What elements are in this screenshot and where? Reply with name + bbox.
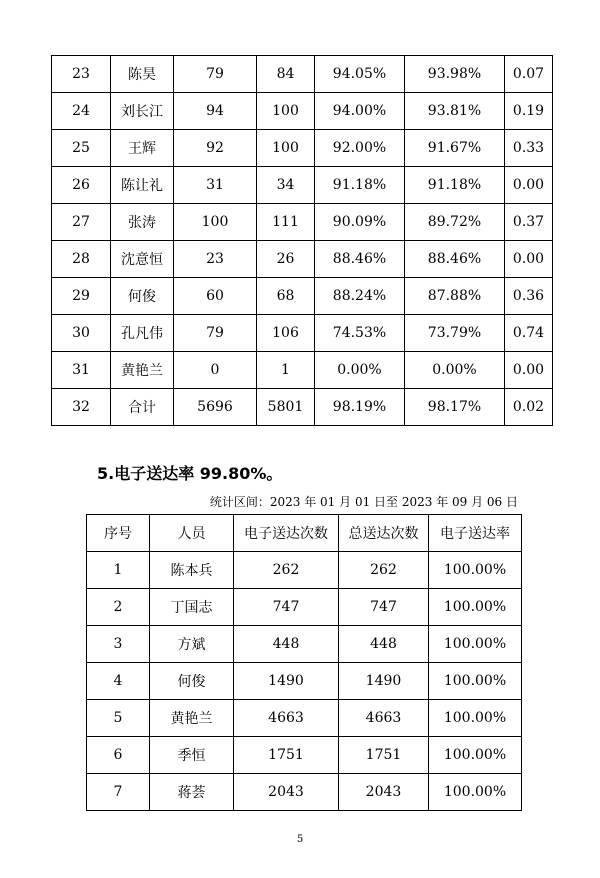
table-body xyxy=(52,56,553,426)
table-cell: 747 xyxy=(234,589,339,626)
table-cell: 2043 xyxy=(234,774,339,811)
table-cell: 87.88% xyxy=(405,278,505,315)
electronic-delivery-table xyxy=(86,514,522,811)
table-cell: 92 xyxy=(174,130,257,167)
table-cell: 何俊 xyxy=(111,278,174,315)
table-cell: 0.36 xyxy=(505,278,553,315)
table-cell: 34 xyxy=(257,167,315,204)
table-row xyxy=(52,93,553,130)
table-cell: 98.17% xyxy=(405,389,505,426)
table-cell: 陈本兵 xyxy=(150,552,234,589)
table-row xyxy=(52,278,553,315)
table-cell: 2 xyxy=(87,589,150,626)
table-cell: 0.37 xyxy=(505,204,553,241)
table-cell: 沈意恒 xyxy=(111,241,174,278)
table-row xyxy=(87,552,522,589)
table-cell: 何俊 xyxy=(150,663,234,700)
table-cell: 31 xyxy=(52,352,111,389)
table-body xyxy=(87,552,522,811)
header-index: 序号 xyxy=(87,515,150,552)
table-cell: 98.19% xyxy=(315,389,405,426)
table-cell: 4 xyxy=(87,663,150,700)
table-cell: 94.00% xyxy=(315,93,405,130)
table-cell: 448 xyxy=(339,626,429,663)
table-cell: 84 xyxy=(257,56,315,93)
table-cell: 93.98% xyxy=(405,56,505,93)
table-cell: 88.24% xyxy=(315,278,405,315)
table-cell: 5 xyxy=(87,700,150,737)
table-row xyxy=(87,737,522,774)
table-cell: 1490 xyxy=(339,663,429,700)
table-row xyxy=(52,389,553,426)
table-cell: 91.18% xyxy=(315,167,405,204)
table-cell: 王辉 xyxy=(111,130,174,167)
table-cell: 90.09% xyxy=(315,204,405,241)
table-row xyxy=(52,204,553,241)
table-cell: 100.00% xyxy=(429,700,522,737)
table-cell: 100.00% xyxy=(429,774,522,811)
table-row xyxy=(52,352,553,389)
page-number: 5 xyxy=(296,834,304,845)
table-cell: 孔凡伟 xyxy=(111,315,174,352)
table-cell: 0.02 xyxy=(505,389,553,426)
table-cell: 26 xyxy=(52,167,111,204)
table-cell: 262 xyxy=(234,552,339,589)
table-cell: 106 xyxy=(257,315,315,352)
table-cell: 蒋荟 xyxy=(150,774,234,811)
table-cell: 1 xyxy=(87,552,150,589)
table-cell: 0.07 xyxy=(505,56,553,93)
table-row xyxy=(52,241,553,278)
table-cell: 1751 xyxy=(339,737,429,774)
table-cell: 5696 xyxy=(174,389,257,426)
table-cell: 747 xyxy=(339,589,429,626)
table-cell: 91.67% xyxy=(405,130,505,167)
table-cell: 方斌 xyxy=(150,626,234,663)
table-cell: 100 xyxy=(257,130,315,167)
table-row xyxy=(52,167,553,204)
table-cell: 黄艳兰 xyxy=(150,700,234,737)
table-cell: 92.00% xyxy=(315,130,405,167)
table-cell: 1490 xyxy=(234,663,339,700)
table-row xyxy=(52,56,553,93)
table-header-row xyxy=(87,515,522,552)
table-cell: 93.81% xyxy=(405,93,505,130)
table-cell: 79 xyxy=(174,56,257,93)
table-cell: 100.00% xyxy=(429,552,522,589)
table-cell: 5801 xyxy=(257,389,315,426)
table-cell: 100 xyxy=(257,93,315,130)
table-row xyxy=(87,589,522,626)
table-cell: 262 xyxy=(339,552,429,589)
table-cell: 60 xyxy=(174,278,257,315)
table-cell: 季恒 xyxy=(150,737,234,774)
table-cell: 丁国志 xyxy=(150,589,234,626)
table-cell: 28 xyxy=(52,241,111,278)
table-cell: 88.46% xyxy=(315,241,405,278)
table-cell: 73.79% xyxy=(405,315,505,352)
table-cell: 4663 xyxy=(234,700,339,737)
stat-range-text: 统计区间：2023 年 01 月 01 日至 2023 年 09 月 06 日 xyxy=(209,495,518,509)
table-cell: 0 xyxy=(174,352,257,389)
table-cell: 89.72% xyxy=(405,204,505,241)
table-cell: 0.33 xyxy=(505,130,553,167)
table-cell: 26 xyxy=(257,241,315,278)
table-cell: 1751 xyxy=(234,737,339,774)
header-person: 人员 xyxy=(150,515,234,552)
table-cell: 25 xyxy=(52,130,111,167)
table-cell: 3 xyxy=(87,626,150,663)
table-cell: 0.00 xyxy=(505,167,553,204)
table-cell: 74.53% xyxy=(315,315,405,352)
table-cell: 23 xyxy=(52,56,111,93)
header-electronic-rate: 电子送达率 xyxy=(429,515,522,552)
table-row xyxy=(87,700,522,737)
table-cell: 0.74 xyxy=(505,315,553,352)
table-cell: 4663 xyxy=(339,700,429,737)
table-cell: 111 xyxy=(257,204,315,241)
table-row xyxy=(87,626,522,663)
table-cell: 24 xyxy=(52,93,111,130)
table-cell: 0.00% xyxy=(315,352,405,389)
table-cell: 88.46% xyxy=(405,241,505,278)
table-row xyxy=(87,774,522,811)
table-cell: 合计 xyxy=(111,389,174,426)
table-cell: 100.00% xyxy=(429,626,522,663)
table-cell: 23 xyxy=(174,241,257,278)
table-cell: 29 xyxy=(52,278,111,315)
table-cell: 94 xyxy=(174,93,257,130)
delivery-stats-table-continued xyxy=(51,55,553,426)
table-cell: 0.00% xyxy=(405,352,505,389)
table-cell: 黄艳兰 xyxy=(111,352,174,389)
table-row xyxy=(52,315,553,352)
header-total-count: 总送达次数 xyxy=(339,515,429,552)
table-cell: 2043 xyxy=(339,774,429,811)
table-cell: 100.00% xyxy=(429,589,522,626)
table-cell: 0.19 xyxy=(505,93,553,130)
table-row xyxy=(52,130,553,167)
table-cell: 79 xyxy=(174,315,257,352)
header-electronic-count: 电子送达次数 xyxy=(234,515,339,552)
table-cell: 94.05% xyxy=(315,56,405,93)
table-cell: 7 xyxy=(87,774,150,811)
table-cell: 1 xyxy=(257,352,315,389)
table-cell: 30 xyxy=(52,315,111,352)
table-cell: 陈让礼 xyxy=(111,167,174,204)
table-cell: 31 xyxy=(174,167,257,204)
table-cell: 0.00 xyxy=(505,352,553,389)
table-cell: 刘长江 xyxy=(111,93,174,130)
table-cell: 32 xyxy=(52,389,111,426)
table-cell: 91.18% xyxy=(405,167,505,204)
table-cell: 100.00% xyxy=(429,663,522,700)
table-cell: 68 xyxy=(257,278,315,315)
table-cell: 448 xyxy=(234,626,339,663)
table-cell: 张涛 xyxy=(111,204,174,241)
section-heading: 5.电子送达率 99.80%。 xyxy=(97,464,283,483)
table-cell: 6 xyxy=(87,737,150,774)
table-cell: 27 xyxy=(52,204,111,241)
table-cell: 陈昊 xyxy=(111,56,174,93)
table-row xyxy=(87,663,522,700)
table-cell: 100 xyxy=(174,204,257,241)
table-cell: 0.00 xyxy=(505,241,553,278)
table-cell: 100.00% xyxy=(429,737,522,774)
